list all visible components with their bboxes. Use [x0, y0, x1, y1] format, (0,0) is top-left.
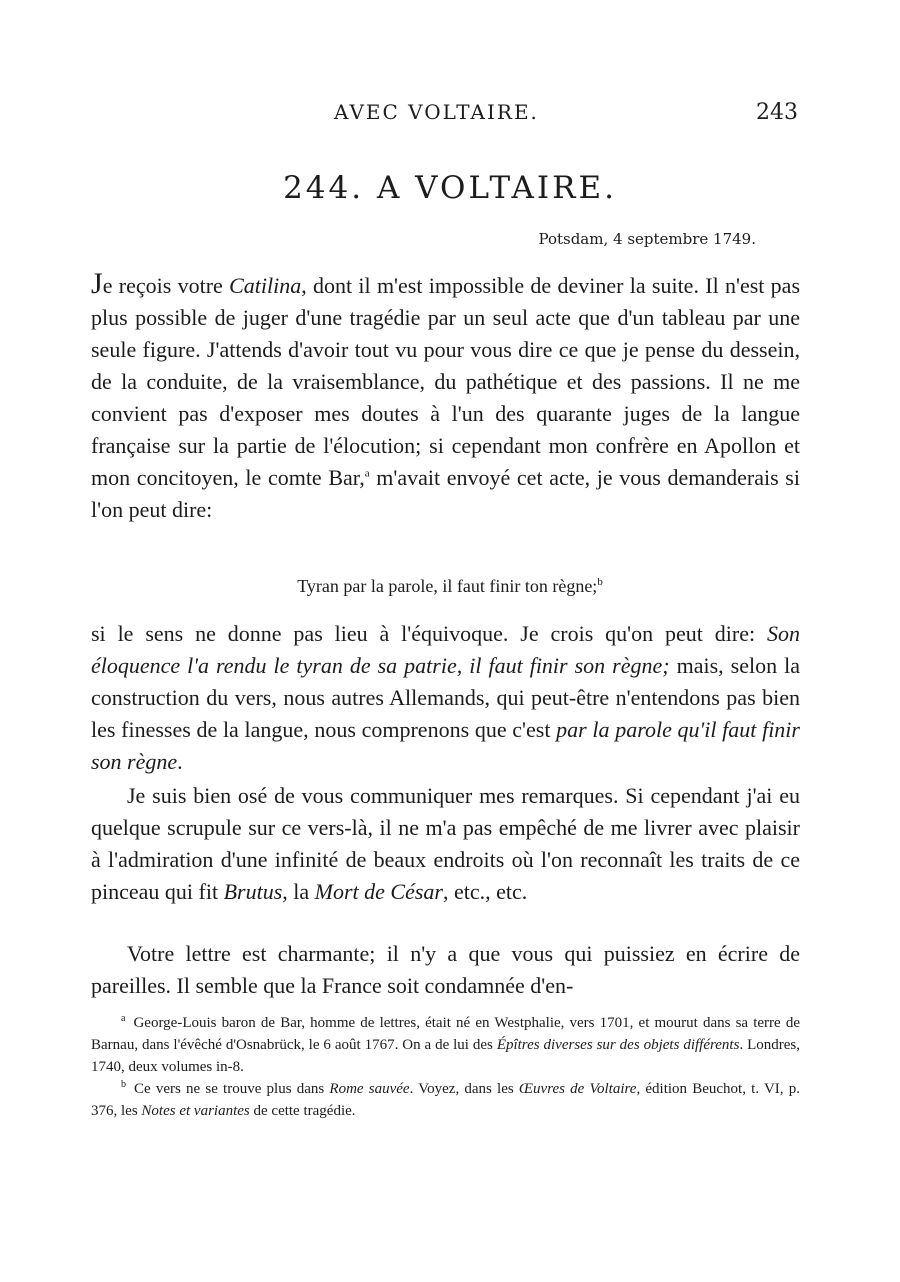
footnote-b-text-2: . Voyez, dans les	[409, 1081, 519, 1097]
paragraph-1-text-b: , dont il m'est impossible de deviner la suite. Il n'est pas plus possible de juger d'une tragédie par un seul acte que d'un tableau par une seule figure. J'attends d'avoir tout vu pour vous dire ce que je pense du dessein, de la conduite, de la vraisemblance, du pathétique et des passions. Il ne me convient pas d'exposer mes doutes à l'un des quarante juges de la langue française sur la partie de l'élocution; si cependant mon confrère en Apollon et mon concitoyen, le comte Bar,	[91, 273, 801, 490]
paragraph-3-text-b: , la	[282, 879, 315, 904]
paragraph-2-text-b: mais, selon la construction du vers, nous autres Allemands, qui peut-être n'entendons pas bien les finesses de la langue, nous comprenons que c'est	[91, 653, 800, 742]
footnotes	[91, 1012, 800, 1122]
paragraph-2	[91, 618, 800, 778]
verse-text: Tyran par la parole, il faut finir ton règne;	[297, 576, 598, 596]
footnote-b-text-4: de cette tragédie.	[249, 1103, 356, 1119]
letter-heading: 244. A VOLTAIRE.	[283, 170, 617, 206]
footnote-b-marker: b	[121, 1079, 126, 1090]
paragraph-1-text-c: m'avait envoyé cet acte, je vous demanderais si l'on peut dire:	[91, 465, 800, 522]
drop-cap: J	[91, 267, 103, 300]
paragraph-3-text-a: Je suis bien osé de vous communiquer mes remarques. Si cependant j'ai eu quelque scrupule sur ce vers-là, il ne m'a pas empêché de me livrer avec plaisir à l'admiration d'une infinité de beaux endroits où l'on reconnaît les traits de ce pinceau qui fit	[91, 783, 800, 904]
letter-dateline: Potsdam, 4 septembre 1749.	[538, 230, 756, 248]
footnote-b-text-1: Ce vers ne se trouve plus dans	[134, 1081, 330, 1097]
footnote-b-italic-3: Notes et variantes	[141, 1103, 250, 1119]
play-title-mort-de-cesar: Mort de César	[314, 879, 443, 904]
play-title-catilina: Catilina	[229, 273, 302, 298]
paragraph-3-text-c: , etc., etc.	[442, 879, 528, 904]
footnote-ref-b: b	[597, 576, 603, 588]
paragraph-2-text-c: .	[177, 749, 183, 774]
footnote-ref-a: a	[364, 467, 370, 480]
paragraph-2-italic-2: par la parole qu'il faut finir son règne	[91, 717, 800, 774]
footnote-b	[91, 1078, 800, 1122]
running-header	[0, 100, 900, 130]
paragraph-2-text-a: si le sens ne donne pas lieu à l'équivoque. Je crois qu'on peut dire:	[91, 621, 767, 646]
footnote-b-italic-1: Rome sauvée	[329, 1081, 410, 1097]
running-title: AVEC VOLTAIRE.	[334, 100, 539, 124]
footnote-a-text-2: . Londres, 1740, deux volumes in-8.	[91, 1037, 801, 1075]
paragraph-2-italic-1: Son éloquence l'a rendu le tyran de sa patrie, il faut finir son règne;	[91, 621, 800, 678]
footnote-b-text-3: , édition Beuchot, t. VI, p. 376, les	[91, 1081, 800, 1119]
paragraph-1	[91, 268, 800, 526]
page-number: 243	[756, 100, 798, 125]
footnote-a	[91, 1012, 800, 1078]
footnote-a-italic: Épîtres diverses sur des objets différents	[496, 1037, 740, 1053]
footnote-a-marker: a	[121, 1013, 126, 1024]
quoted-verse	[0, 576, 900, 597]
play-title-brutus: Brutus	[223, 879, 283, 904]
footnote-b-italic-2: Œuvres de Voltaire	[518, 1081, 637, 1097]
paragraph-3	[91, 780, 800, 908]
footnote-a-text-1: George-Louis baron de Bar, homme de lettres, était né en Westphalie, vers 1701, et mourut dans sa terre de Barnau, dans l'évêché d'Osnabrück, le 6 août 1767. On a de lui des	[91, 1015, 800, 1053]
paragraph-4: Votre lettre est charmante; il n'y a que vous qui puissiez en écrire de pareilles. Il semble que la France soit condamnée d'en-	[91, 941, 800, 998]
paragraph-1-text-a: e reçois votre	[102, 273, 230, 298]
